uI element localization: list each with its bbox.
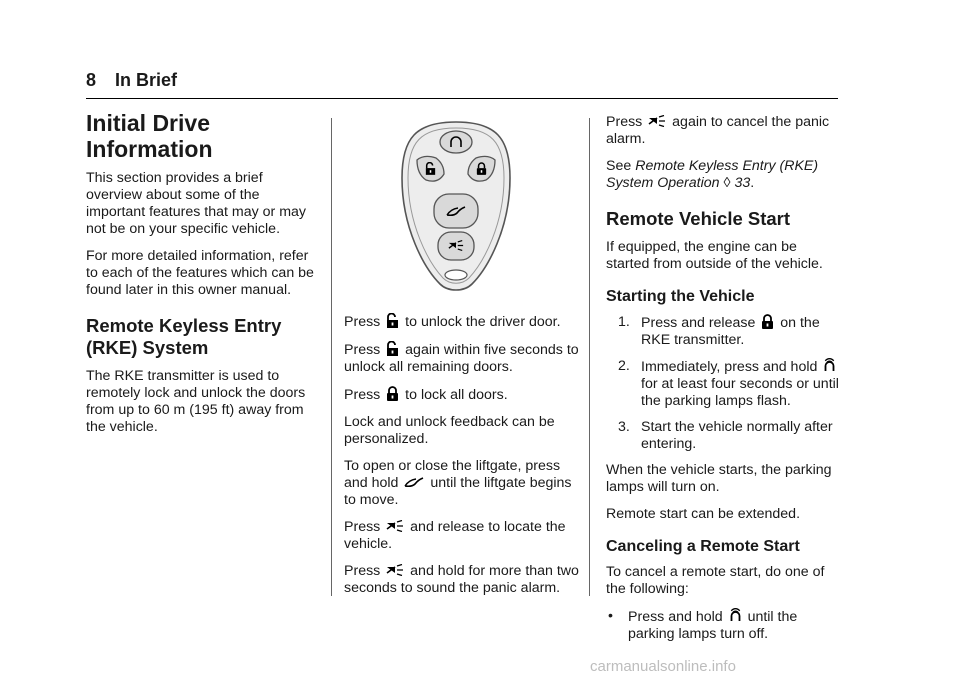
cancel-intro-paragraph: To cancel a remote start, do one of the following: (606, 564, 825, 597)
keyfob-illustration (396, 118, 516, 298)
list-item: 2. Immediately, press and hold for at least four seconds or until the parking lamps flash. (618, 358, 839, 409)
extend-paragraph: Remote start can be extended. (606, 506, 801, 522)
page-ref-number[interactable]: 33 (734, 175, 751, 191)
liftgate-paragraph: To open or close the liftgate, press and hold until the liftgate begins to move. (344, 458, 572, 508)
section-title-rke: Remote Keyless Entry (RKE) System (86, 315, 282, 358)
liftgate-icon (404, 475, 424, 488)
panic-paragraph: Press and hold for more than two seconds to sound the panic alarm. (344, 563, 579, 596)
list-item: 1. Press and release on the RKE transmitter. (618, 314, 820, 348)
cross-reference-link[interactable]: Remote Keyless Entry (RKE) System Operation (606, 158, 819, 191)
cancel-panic-paragraph: Press again to cancel the panic alarm. (606, 114, 830, 147)
see-reference-paragraph: See Remote Keyless Entry (RKE) System Operation ◊ 33. (606, 158, 819, 191)
column-1 (86, 110, 322, 446)
remote-start-icon (729, 608, 742, 623)
subsection-starting: Starting the Vehicle (606, 288, 755, 305)
intro-paragraph: This section provides a brief overview about some of the important features that may or may not be on your specific vehicle. (86, 170, 306, 237)
column-2 (344, 313, 580, 607)
feedback-paragraph: Lock and unlock feedback can be personalized. (344, 414, 555, 447)
start-steps-list (606, 314, 842, 453)
column-divider-1 (331, 118, 332, 596)
list-item: • Press and hold until the parking lamps turn off. (608, 608, 798, 642)
remote-start-icon (823, 358, 836, 373)
unlock-icon (386, 341, 399, 356)
panic-horn-icon (386, 520, 404, 532)
watermark: carmanualsonline.info (590, 658, 736, 675)
unlock-all-paragraph: Press again within five seconds to unlock all remaining doors. (344, 342, 579, 375)
section-title-remote-start: Remote Vehicle Start (606, 208, 791, 229)
rke-paragraph: The RKE transmitter is used to remotely lock and unlock the doors from up to 60 m (195 ft) away from the vehicle. (86, 368, 306, 435)
chapter-title: In Brief (115, 70, 178, 90)
page-number: 8 (86, 70, 97, 90)
panic-horn-icon (648, 115, 666, 127)
section-title-initial-drive: Initial Drive Information (86, 110, 213, 162)
column-3 (606, 114, 842, 643)
page-header (86, 70, 177, 91)
unlock-icon (386, 313, 399, 328)
more-info-paragraph: For more detailed information, refer to each of the features which can be found later in this owner manual. (86, 248, 314, 298)
remote-start-intro: If equipped, the engine can be started from outside of the vehicle. (606, 239, 823, 272)
parking-lamps-paragraph: When the vehicle starts, the parking lamps will turn on. (606, 462, 832, 495)
subsection-canceling: Canceling a Remote Start (606, 538, 800, 555)
lock-all-paragraph: Press to lock all doors. (344, 387, 508, 403)
header-rule (86, 98, 838, 99)
unlock-driver-paragraph: Press to unlock the driver door. (344, 314, 561, 330)
panic-horn-icon (386, 564, 404, 576)
lock-icon (386, 386, 399, 401)
column-divider-2 (589, 118, 590, 596)
page-ref-symbol: ◊ (723, 175, 731, 191)
list-item: 3. Start the vehicle normally after entering. (618, 419, 833, 452)
locate-paragraph: Press and release to locate the vehicle. (344, 519, 566, 552)
lock-icon (761, 314, 774, 329)
